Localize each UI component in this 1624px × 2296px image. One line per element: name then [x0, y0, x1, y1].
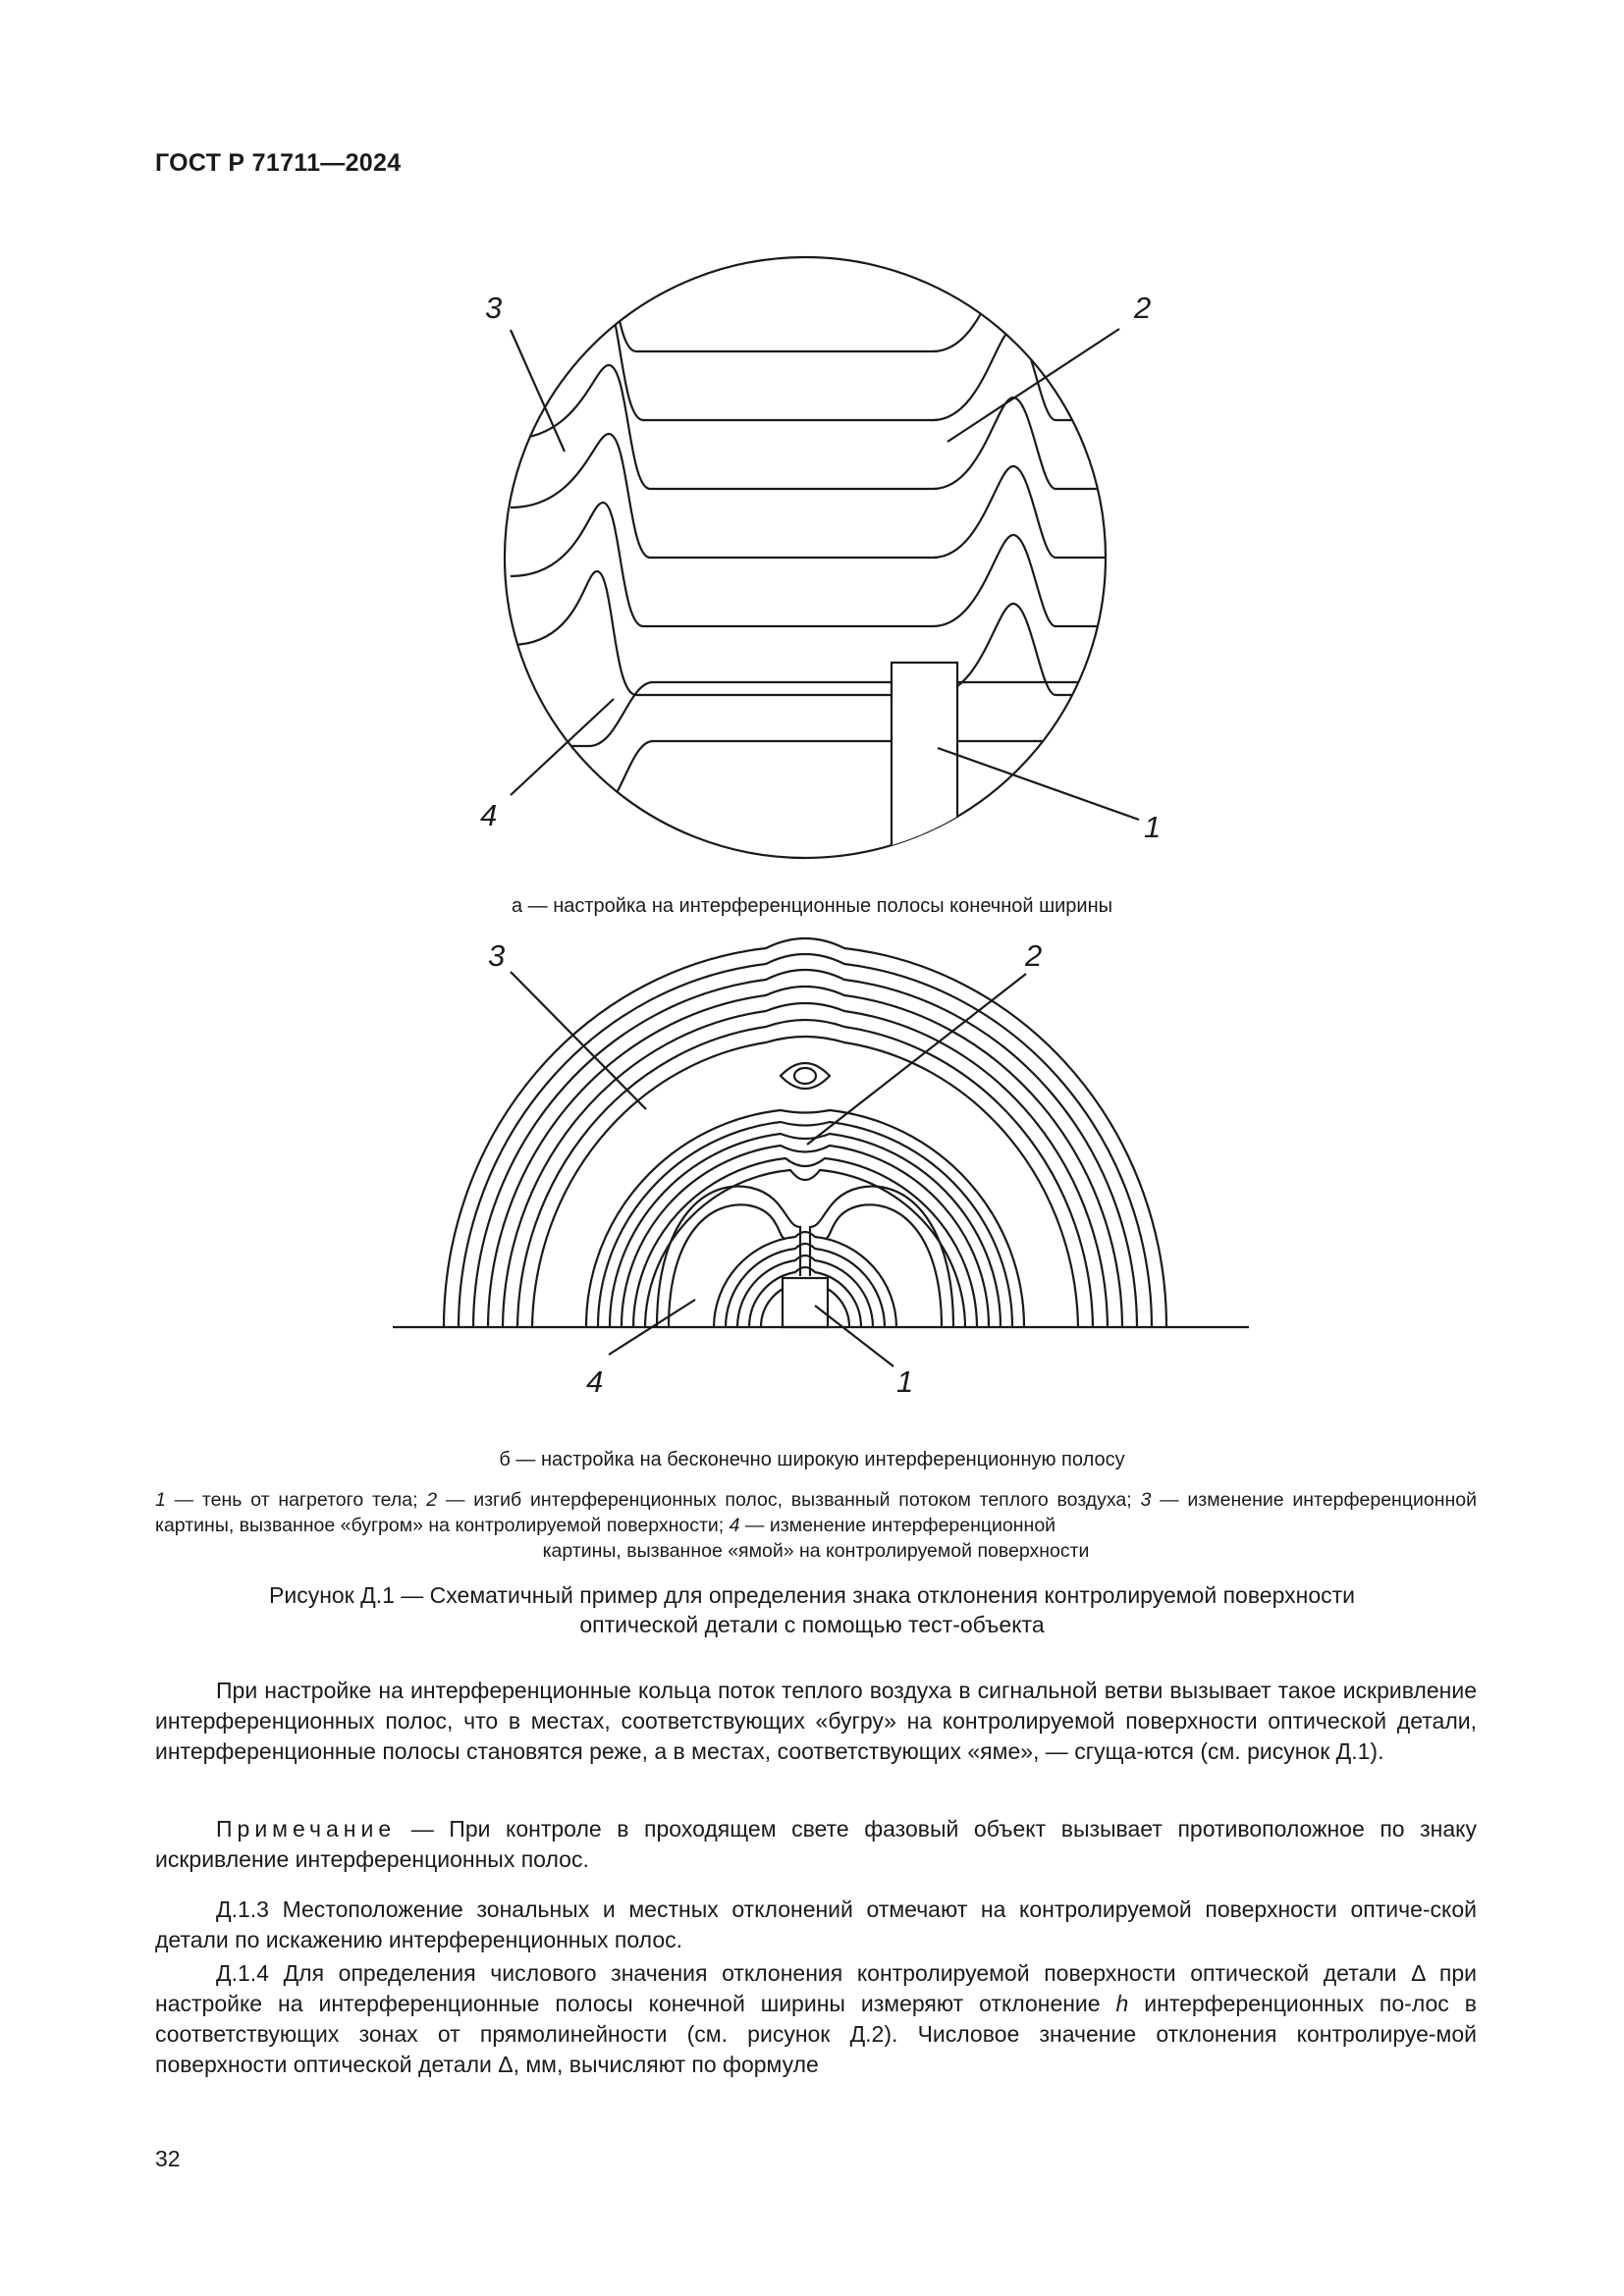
fig-b-label-3: 3 — [488, 938, 506, 973]
outer-rings — [444, 938, 1166, 1327]
legend-text-4: — изменение интерференционной — [739, 1515, 1056, 1536]
p4-text-a: Д.1.4 Для определения числового значения отклонения контролируемой поверхности оптической детали Δ при настройке на интерференционные полосы конечной ширины измеряют отклонение — [155, 1960, 1477, 2016]
legend-text-2: — изгиб интерференционных полос, вызванный потоком теплого воздуха; — [437, 1489, 1141, 1511]
p4-text-b: интерференционных по-лос в соответствующих зонах от прямолинейности (см. рисунок Д.2). Числовое значение отклонения контролируе-мой поверхности оптической детали Δ, мм, вычисляют по формуле — [155, 1991, 1477, 2077]
legend-text-4b: картины, вызванное «ямой» на контролируемой поверхности — [542, 1540, 1090, 1562]
body-paragraph-4 — [155, 1958, 1477, 2080]
fig-a-label-2: 2 — [1134, 291, 1152, 325]
note-paragraph — [155, 1814, 1477, 1875]
figure-legend — [155, 1487, 1477, 1564]
body-paragraph-3: Д.1.3 Местоположение зональных и местных отклонений отмечают на контролируемой поверхности оптиче-ской детали по искажению интерференционных полос. — [155, 1896, 1477, 1952]
legend-num-2: 2 — [426, 1489, 438, 1511]
note-text: — При контроле в проходящем свете фазовый объект вызывает противоположное по знаку искривление интерференционных полос. — [155, 1816, 1477, 1872]
fig-a-label-3: 3 — [485, 291, 503, 325]
p4-symbol-h: h — [1115, 1991, 1129, 2016]
legend-text-3: — изменение интерференционной картины, вызванное «бугром» на контролируемой поверхности; — [155, 1489, 1477, 1536]
legend-num-4: 4 — [729, 1515, 740, 1536]
legend-text-1: — тень от нагретого тела; — [165, 1489, 427, 1511]
page-number: 32 — [155, 2146, 181, 2171]
fig-b-label-2: 2 — [1025, 938, 1043, 973]
legend-num-3: 3 — [1140, 1489, 1152, 1511]
heated-body-shadow-b — [783, 1278, 828, 1327]
fig-b-label-1: 1 — [896, 1364, 914, 1399]
fig-b-label-4: 4 — [586, 1364, 604, 1399]
figure-b-caption: б — настройка на бесконечно широкую интерференционную полосу — [499, 1449, 1125, 1470]
document-header: ГОСТ Р 71711—2024 — [155, 149, 402, 177]
fig-a-label-4: 4 — [480, 798, 498, 832]
bump-loop-inner — [794, 1068, 816, 1084]
figure-title-line2: оптической детали с помощью тест-объекта — [579, 1612, 1045, 1637]
note-label: Примечание — [216, 1816, 397, 1842]
figure-a-caption: а — настройка на интерференционные полосы конечной ширины — [511, 895, 1113, 917]
fig-a-label-1: 1 — [1144, 810, 1162, 844]
figure-title — [0, 1580, 1624, 1639]
legend-num-1: 1 — [155, 1489, 166, 1511]
body-paragraph-1: При настройке на интерференционные кольца поток теплого воздуха в сигнальной ветви вызывает такое искривление интерференционных полос, что в местах, соответствующих «бугру» на контролируемой поверхности оптической детали, интерференционные полосы становятся реже, а в местах, соответствующих «яме», — сгуща-ются (см. рисунок Д.1). — [155, 1678, 1477, 1764]
figure-title-line1: Рисунок Д.1 — Схематичный пример для определения знака отклонения контролируемой поверхности — [269, 1582, 1355, 1608]
